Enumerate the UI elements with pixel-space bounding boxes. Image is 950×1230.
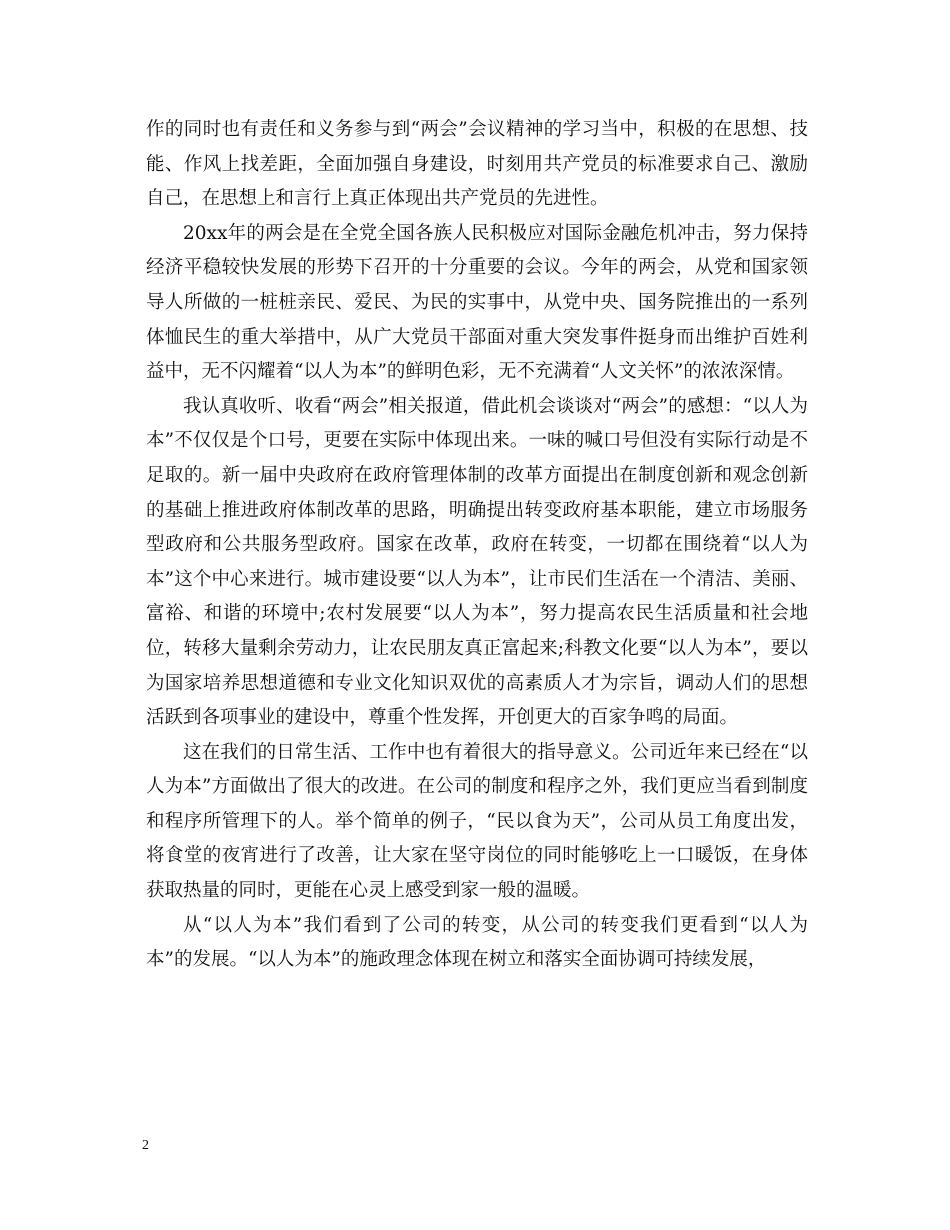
- paragraph-4: 这在我们的日常生活、工作中也有着很大的指导意义。公司近年来已经在“以人为本”方面做出了很大的改进。在公司的制度和程序之外，我们更应当看到制度和程序所管理下的人。举个简单的例子，“民以食为天”，公司从员工角度出发，将食堂的夜宵进行了改善，让大家在坚守岗位的同时能够吃上一口暖饭，在身体获取热量的同时，更能在心灵上感受到家一般的温暖。: [146, 741, 808, 902]
- paragraph-5: 从“以人为本”我们看到了公司的转变，从公司的转变我们更看到“以人为本”的发展。“以人为本”的施政理念体现在树立和落实全面协调可持续发展，: [146, 914, 808, 971]
- paragraph-3: 我认真收听、收看“两会”相关报道，借此机会谈谈对“两会”的感想：“以人为本”不仅仅是个口号，更要在实际中体现出来。一味的喊口号但没有实际行动是不足取的。新一届中央政府在政府管理体制的改革方面提出在制度创新和观念创新的基础上推进政府体制改革的思路，明确提出转变政府基本职能，建立市场服务型政府和公共服务型政府。国家在改革，政府在转变，一切都在围绕着“以人为本”这个中心来进行。城市建设要“以人为本”，让市民们生活在一个清洁、美丽、富裕、和谐的环境中;农村发展要“以人为本”，努力提高农民生活质量和社会地位，转移大量剩余劳动力，让农民朋友真正富起来;科教文化要“以人为本”，要以为国家培养思想道德和专业文化知识双优的高素质人才为宗旨，调动人们的思想活跃到各项事业的建设中，尊重个性发挥，开创更大的百家争鸣的局面。: [146, 395, 808, 729]
- body-text: [146, 113, 808, 978]
- page-number: 2: [142, 1138, 149, 1153]
- paragraph-2: 20xx年的两会是在全党全国各族人民积极应对国际金融危机冲击，努力保持经济平稳较快发展的形势下召开的十分重要的会议。今年的两会，从党和国家领导人所做的一桩桩亲民、爱民、为民的实事中，从党中央、国务院推出的一系列体恤民生的重大举措中，从广大党员干部面对重大突发事件挺身而出维护百姓利益中，无不闪耀着“以人为本”的鲜明色彩，无不充满着“人文关怀”的浓浓深情。: [146, 222, 808, 383]
- paragraph-1: 作的同时也有责任和义务参与到“两会”会议精神的学习当中，积极的在思想、技能、作风上找差距，全面加强自身建设，时刻用共产党员的标准要求自己、激励自己，在思想上和言行上真正体现出共产党员的先进性。: [146, 119, 808, 210]
